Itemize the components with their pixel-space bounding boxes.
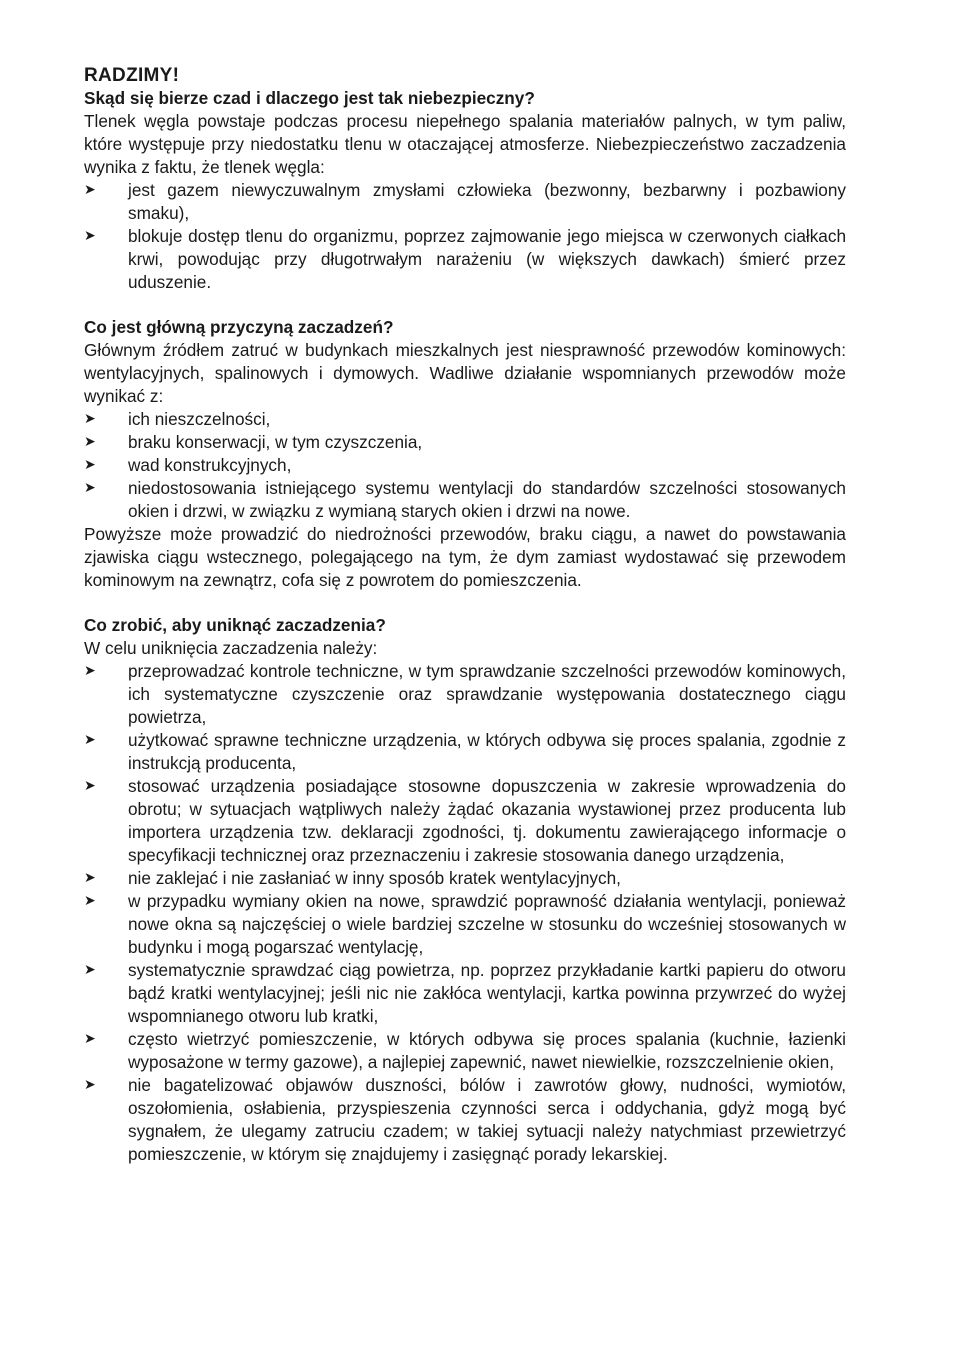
list-item bbox=[84, 477, 846, 523]
bullet-list bbox=[84, 660, 846, 1166]
arrow-bullet-icon: ➤ bbox=[84, 1031, 96, 1047]
list-item bbox=[84, 660, 846, 729]
arrow-bullet-icon: ➤ bbox=[84, 434, 96, 450]
arrow-bullet-icon: ➤ bbox=[84, 411, 96, 427]
document-content bbox=[84, 64, 846, 1188]
list-item bbox=[84, 890, 846, 959]
list-item-text: systematycznie sprawdzać ciąg powietrza, np. poprzez przykładanie kartki papieru do otworu bądź kratki wentylacyjnej; jeśli nic nie zakłóca wentylacji, kartka powinna przywrzeć do wyżej wspomnianego otworu lub kratki, bbox=[128, 960, 846, 1026]
section-heading: Skąd się bierze czad i dlaczego jest tak niebezpieczny? bbox=[84, 88, 535, 108]
list-item bbox=[84, 179, 846, 225]
list-item bbox=[84, 1074, 846, 1166]
list-item-text: stosować urządzenia posiadające stosowne dopuszczenia w zakresie wprowadzenia do obrotu; w sytuacjach wątpliwych należy żądać okazania wystawionej przez producenta lub importera urządzenia tzw. deklaracji zgodności, tj. dokumentu zawierającego informacje o specyfikacji technicznej oraz przeznaczeniu i zakresie stosowania danego urządzenia, bbox=[128, 776, 846, 865]
section-intro: W celu uniknięcia zaczadzenia należy: bbox=[84, 638, 378, 658]
list-item-text: nie zaklejać i nie zasłaniać w inny sposób kratek wentylacyjnych, bbox=[128, 868, 621, 888]
list-item bbox=[84, 867, 846, 890]
bullet-list bbox=[84, 179, 846, 294]
list-item bbox=[84, 959, 846, 1028]
list-item-text: blokuje dostęp tlenu do organizmu, poprzez zajmowanie jego miejsca w czerwonych ciałkach krwi, powodując przy długotrwałym narażeniu (w większych dawkach) śmierć przez uduszenie. bbox=[128, 226, 846, 292]
arrow-bullet-icon: ➤ bbox=[84, 480, 96, 496]
list-item-text: ich nieszczelności, bbox=[128, 409, 271, 429]
list-item bbox=[84, 454, 846, 477]
arrow-bullet-icon: ➤ bbox=[84, 663, 96, 679]
list-item-text: braku konserwacji, w tym czyszczenia, bbox=[128, 432, 423, 452]
arrow-bullet-icon: ➤ bbox=[84, 962, 96, 978]
list-item bbox=[84, 1028, 846, 1074]
list-item bbox=[84, 431, 846, 454]
arrow-bullet-icon: ➤ bbox=[84, 1077, 96, 1093]
list-item-text: w przypadku wymiany okien na nowe, sprawdzić poprawność działania wentylacji, ponieważ nowe okna są najczęściej o wiele bardziej szczelne w stosunku do wcześniej stosowanych w budynku i mogą pogarszać wentylację, bbox=[128, 891, 846, 957]
list-item-text: niedostosowania istniejącego systemu wentylacji do standardów szczelności stosowanych okien i drzwi, w związku z wymianą starych okien i drzwi na nowe. bbox=[128, 478, 846, 521]
document-title: RADZIMY! bbox=[84, 65, 180, 86]
arrow-bullet-icon: ➤ bbox=[84, 228, 96, 244]
list-item bbox=[84, 408, 846, 431]
list-item bbox=[84, 729, 846, 775]
section-intro: Głównym źródłem zatruć w budynkach mieszkalnych jest niesprawność przewodów kominowych: wentylacyjnych, spalinowych i dymowych. Wadliwe działanie wspomnianych przewodów może wynikać z: bbox=[84, 340, 846, 406]
list-item bbox=[84, 225, 846, 294]
list-item-text: jest gazem niewyczuwalnym zmysłami człowieka (bezwonny, bezbarwny i pozbawiony smaku), bbox=[128, 180, 846, 223]
section-outro: Powyższe może prowadzić do niedrożności przewodów, braku ciągu, a nawet do powstawania zjawiska ciągu wstecznego, polegającego na tym, że dym zamiast wydostawać się przewodem kominowym na zewnątrz, cofa się z powrotem do pomieszczenia. bbox=[84, 524, 846, 590]
bullet-list bbox=[84, 408, 846, 523]
list-item bbox=[84, 775, 846, 867]
arrow-bullet-icon: ➤ bbox=[84, 457, 96, 473]
section-sources bbox=[84, 87, 846, 294]
section-causes bbox=[84, 316, 846, 592]
section-heading: Co zrobić, aby uniknąć zaczadzenia? bbox=[84, 615, 386, 635]
arrow-bullet-icon: ➤ bbox=[84, 778, 96, 794]
list-item-text: często wietrzyć pomieszczenie, w których odbywa się proces spalania (kuchnie, łazienki wyposażone w termy gazowe), a najlepiej zapewnić, nawet niewielkie, rozszczelnienie okien, bbox=[128, 1029, 846, 1072]
list-item-text: nie bagatelizować objawów duszności, bólów i zawrotów głowy, nudności, wymiotów, oszołomienia, osłabienia, przyspieszenia czynności serca i oddychania, gdyż mogą być sygnałem, że ulegamy zatruciu czadem; w takiej sytuacji należy natychmiast przewietrzyć pomieszczenie, w którym się znajdujemy i zasięgnąć porady lekarskiej. bbox=[128, 1075, 846, 1164]
list-item-text: wad konstrukcyjnych, bbox=[128, 455, 292, 475]
section-intro: Tlenek węgla powstaje podczas procesu niepełnego spalania materiałów palnych, w tym paliw, które występuje przy niedostatku tlenu w otaczającej atmosferze. Niebezpieczeństwo zaczadzenia wynika z faktu, że tlenek węgla: bbox=[84, 111, 846, 177]
list-item-text: przeprowadzać kontrole techniczne, w tym sprawdzanie szczelności przewodów kominowych, ich systematyczne czyszczenie oraz sprawdzanie występowania dostatecznego ciągu powietrza, bbox=[128, 661, 846, 727]
section-heading: Co jest główną przyczyną zaczadzeń? bbox=[84, 317, 394, 337]
arrow-bullet-icon: ➤ bbox=[84, 870, 96, 886]
arrow-bullet-icon: ➤ bbox=[84, 732, 96, 748]
arrow-bullet-icon: ➤ bbox=[84, 893, 96, 909]
arrow-bullet-icon: ➤ bbox=[84, 182, 96, 198]
section-prevention bbox=[84, 614, 846, 1166]
list-item-text: użytkować sprawne techniczne urządzenia, w których odbywa się proces spalania, zgodnie z instrukcją producenta, bbox=[128, 730, 846, 773]
